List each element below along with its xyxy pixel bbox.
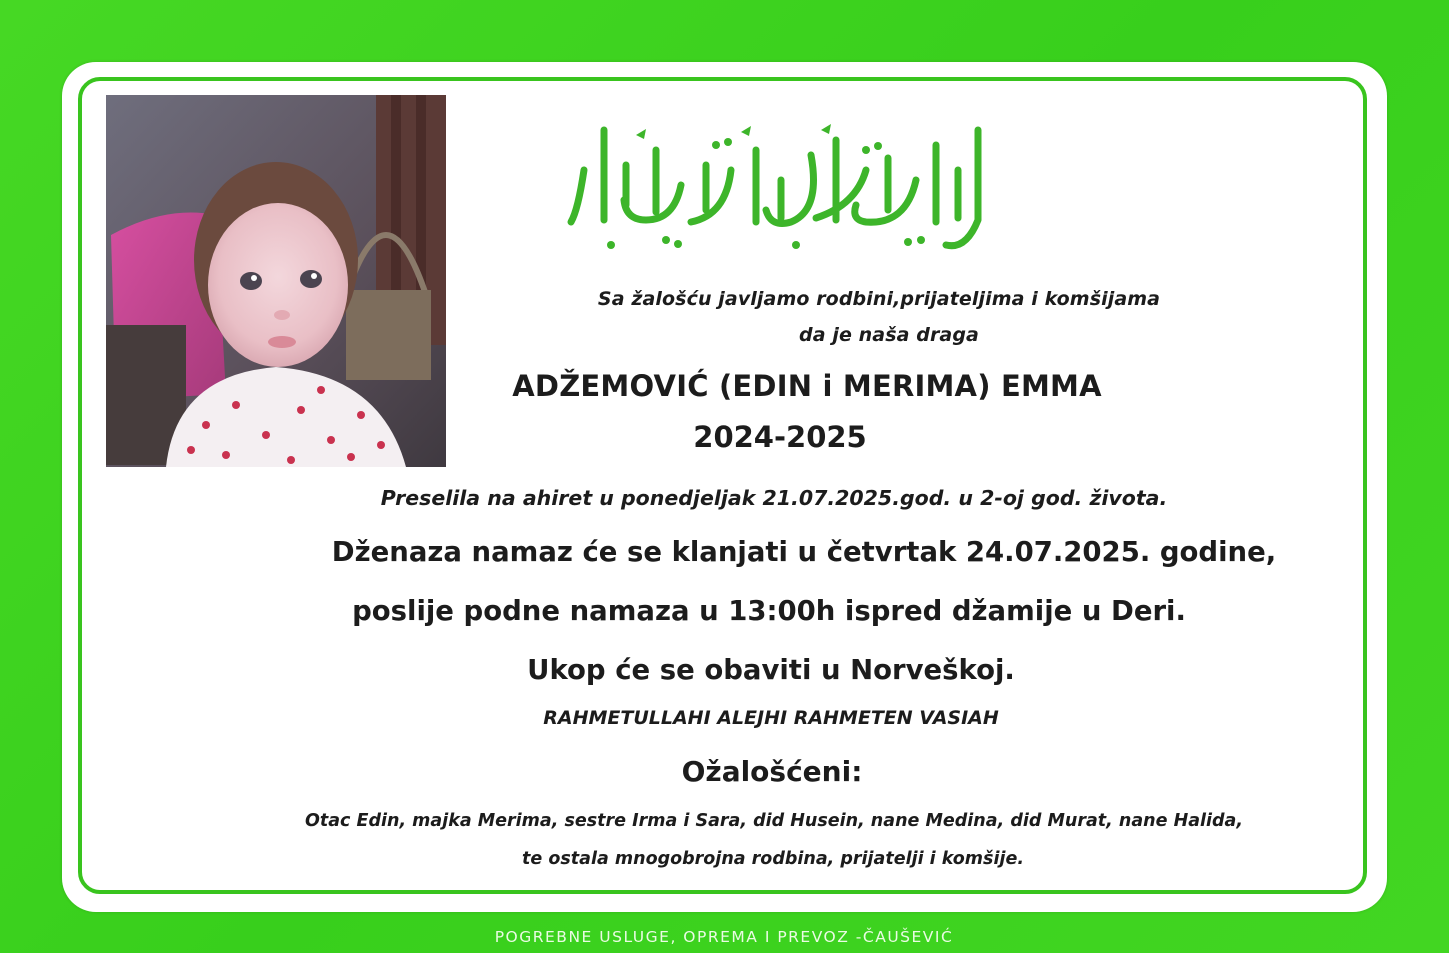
life-years: 2024-2025: [693, 420, 867, 454]
janazah-line: Dženaza namaz će se klanjati u četvrtak 24.07.2025. godine,: [331, 536, 1277, 568]
family-line-2: te ostala mnogobrojna rodbina, prijatelji i komšije.: [522, 849, 1024, 869]
mourners-title: Ožalošćeni:: [681, 755, 863, 788]
family-line-1: Otac Edin, majka Merima, sestre Irma i Sara, did Husein, nane Medina, did Murat, nane Halida,: [304, 811, 1244, 831]
portrait-photo: [106, 95, 446, 467]
intro-line-1: Sa žalošću javljamo rodbini,prijateljima i komšijama: [597, 288, 1161, 310]
deceased-name: ADŽEMOVIĆ (EDIN i MERIMA) EMMA: [512, 369, 1102, 403]
obituary-card: [62, 62, 1387, 912]
prayer-line: RAHMETULLAHI ALEJHI RAHMETEN VASIAH: [543, 707, 999, 729]
intro-line-2: da je naša draga: [799, 324, 979, 346]
time-place-line: poslije podne namaza u 13:00h ispred džamije u Deri.: [352, 595, 1186, 627]
passing-line: Preselila na ahiret u ponedjeljak 21.07.2025.god. u 2-oj god. života.: [380, 486, 1168, 510]
burial-line: Ukop će se obaviti u Norveškoj.: [527, 654, 1015, 686]
funeral-service-footer: POGREBNE USLUGE, OPREMA I PREVOZ -ČAUŠEVIĆ: [494, 928, 954, 946]
arabic-calligraphy: [566, 110, 996, 260]
